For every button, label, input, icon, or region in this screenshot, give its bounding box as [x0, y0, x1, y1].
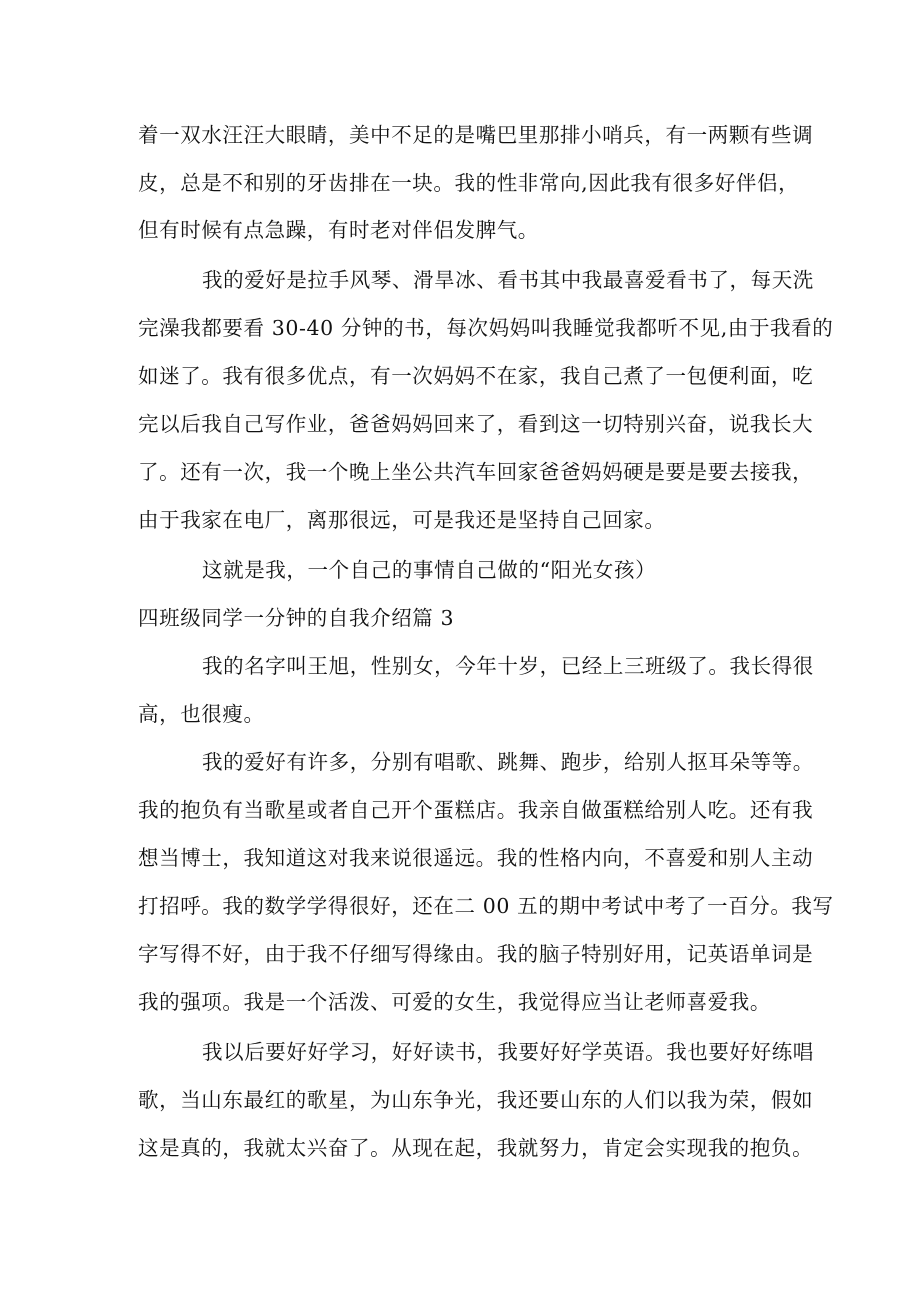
paragraph-first-line: 这就是我，一个自己的事情自己做的“阳光女孩）	[202, 558, 657, 582]
text-line: 打招呼。我的数学学得很好，还在二 00 五的期中考试中考了一百分。我写	[138, 894, 834, 918]
paragraph-first-line: 我的名字叫王旭，性别女，今年十岁，已经上三班级了。我长得很	[202, 654, 814, 678]
text-line: 皮，总是不和别的牙齿排在一块。我的性非常向,因此我有很多好伴侣，	[138, 171, 800, 195]
text-line: 想当博士，我知道这对我来说很遥远。我的性格内向，不喜爱和别人主动	[138, 846, 814, 870]
text-line: 完以后我自己写作业，爸爸妈妈回来了，看到这一切特别兴奋，说我长大	[138, 412, 814, 436]
section-heading: 四班级同学一分钟的自我介绍篇 3	[138, 606, 455, 630]
paragraph-first-line: 我的爱好是拉手风琴、滑旱冰、看书其中我最喜爱看书了，每天洗	[202, 268, 814, 292]
text-line: 歌，当山东最红的歌星，为山东争光，我还要山东的人们以我为荣，假如	[138, 1088, 814, 1112]
paragraph-first-line: 我的爱好有许多，分别有唱歌、跳舞、跑步，给别人抠耳朵等等。	[202, 750, 814, 774]
text-line: 字写得不好，由于我不仔细写得缘由。我的脑子特别好用，记英语单词是	[138, 942, 814, 966]
text-line: 如迷了。我有很多优点，有一次妈妈不在家，我自己煮了一包便利面，吃	[138, 364, 814, 388]
text-line: 由于我家在电厂，离那很远，可是我还是坚持自己回家。	[138, 508, 666, 532]
text-line: 这是真的，我就太兴奋了。从现在起，我就努力，肯定会实现我的抱负。	[138, 1136, 814, 1160]
paragraph-first-line: 我以后要好好学习，好好读书，我要好好学英语。我也要好好练唱	[202, 1040, 814, 1064]
text-line: 我的抱负有当歌星或者自己开个蛋糕店。我亲自做蛋糕给别人吃。还有我	[138, 798, 814, 822]
text-line: 完澡我都要看 30-40 分钟的书，每次妈妈叫我睡觉我都听不见,由于我看的	[138, 316, 834, 340]
text-line: 着一双水汪汪大眼睛，美中不足的是嘴巴里那排小哨兵，有一两颗有些调	[138, 123, 814, 147]
text-line: 但有时候有点急躁，有时老对伴侣发脾气。	[138, 218, 539, 242]
text-line: 高，也很瘦。	[138, 702, 265, 726]
text-line: 了。还有一次，我一个晚上坐公共汽车回家爸爸妈妈硬是要是要去接我，	[138, 460, 814, 484]
text-line: 我的强项。我是一个活泼、可爱的女生，我觉得应当让老师喜爱我。	[138, 990, 771, 1014]
